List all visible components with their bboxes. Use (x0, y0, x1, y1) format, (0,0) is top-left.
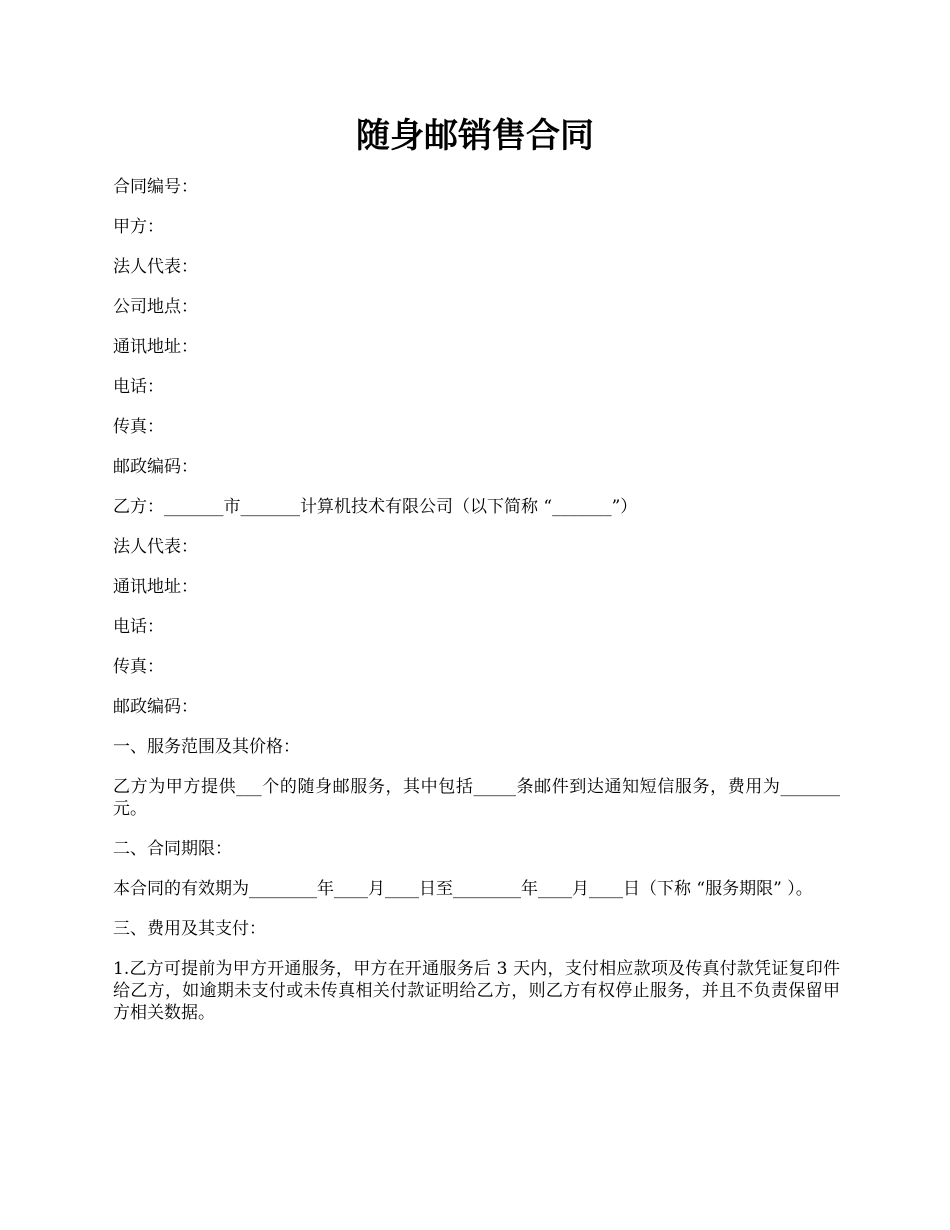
section-heading-service-scope: 一、服务范围及其价格： (113, 737, 300, 757)
party-b-mailing-address-label: 通讯地址： (113, 577, 198, 597)
party-a-postal-code-label: 邮政编码： (113, 457, 198, 477)
party-b-phone-label: 电话： (113, 617, 164, 637)
party-b-postal-code-label: 邮政编码： (113, 697, 198, 717)
contract-number-label: 合同编号： (113, 177, 198, 197)
party-b-line: 乙方：_______市_______计算机技术有限公司（以下简称 “_______”） (113, 497, 638, 517)
party-a-mailing-address-label: 通讯地址： (113, 337, 198, 357)
party-a-fax-label: 传真： (113, 417, 164, 437)
fees-payment-clause-1: 1.乙方可提前为甲方开通服务，甲方在开通服务后 3 天内，支付相应款项及传真付款凭证复印件给乙方，如逾期未支付或未传真相关付款证明给乙方，则乙方有权停止服务，并且不负责保留甲方相关数据。 (113, 959, 840, 1023)
contract-term-text: 本合同的有效期为________年____月____日至________年____月____日（下称 “服务期限” ）。 (113, 879, 813, 899)
party-a-legal-rep-label: 法人代表： (113, 257, 198, 277)
document-body (113, 176, 840, 1042)
party-a-label: 甲方： (113, 217, 164, 237)
party-a-company-location-label: 公司地点： (113, 297, 198, 317)
section-heading-fees-payment: 三、费用及其支付： (113, 919, 266, 939)
party-b-fax-label: 传真： (113, 657, 164, 677)
section-heading-contract-term: 二、合同期限： (113, 839, 232, 859)
document-title: 随身邮销售合同 (356, 116, 594, 156)
party-a-phone-label: 电话： (113, 377, 164, 397)
party-b-legal-rep-label: 法人代表： (113, 537, 198, 557)
service-scope-text: 乙方为甲方提供___个的随身邮服务，其中包括_____条邮件到达通知短信服务，费用为_______元。 (113, 777, 840, 819)
